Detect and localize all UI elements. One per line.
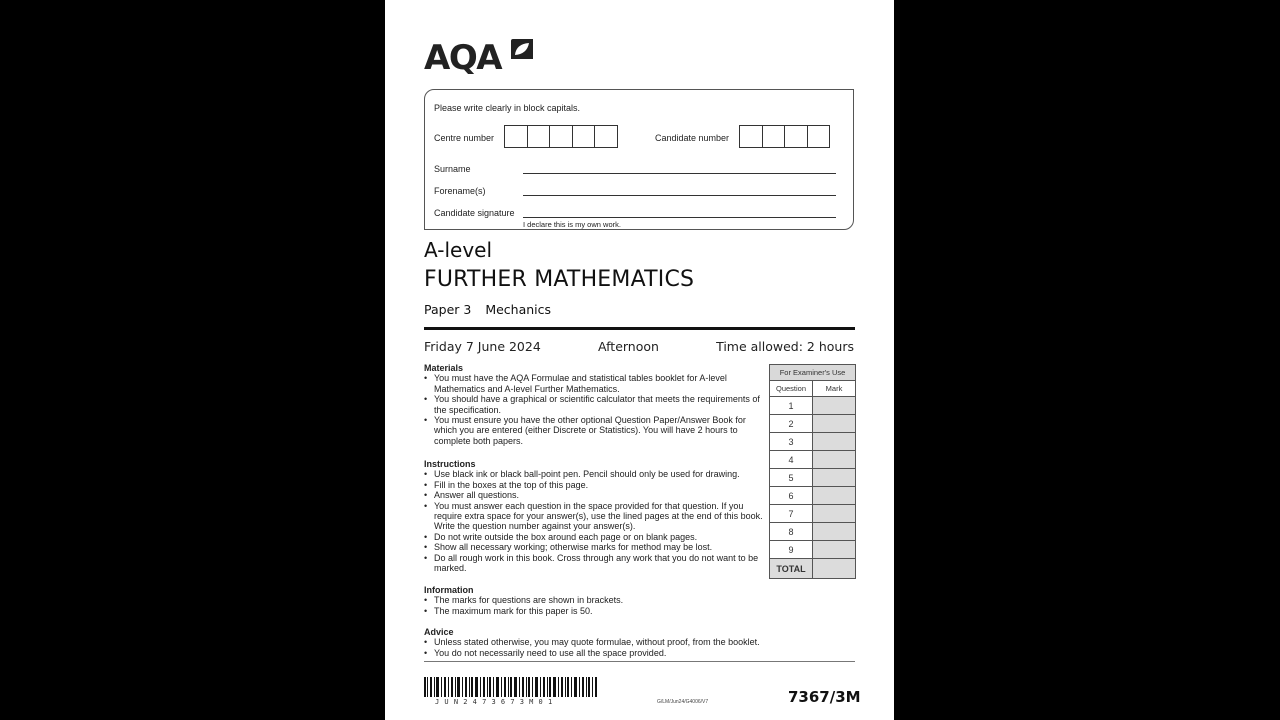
list-item: • Do not write outside the box around each page or on blank pages. bbox=[424, 532, 769, 542]
table-row bbox=[770, 541, 856, 559]
list-item: • Do all rough work in this book. Cross through any work that you do not want to be marked. bbox=[424, 553, 769, 574]
question-number: 4 bbox=[770, 451, 813, 469]
question-number: 8 bbox=[770, 523, 813, 541]
list-item: • You must answer each question in the space provided for that question. If you require extra space for your answer(s), use the lined pages at the end of this book. Write the question number against your answer(s). bbox=[424, 501, 769, 532]
total-row bbox=[770, 559, 856, 579]
section-title: Advice bbox=[424, 627, 454, 637]
mark-cell bbox=[813, 451, 856, 469]
surname-label: Surname bbox=[434, 164, 471, 174]
mark-column-header: Mark bbox=[813, 381, 856, 397]
logo-text: AQA bbox=[424, 38, 502, 78]
question-number: 1 bbox=[770, 397, 813, 415]
centre-number-cell[interactable] bbox=[572, 125, 596, 148]
candidate-number-cell[interactable] bbox=[784, 125, 808, 148]
table-row bbox=[770, 451, 856, 469]
subject-title: FURTHER MATHEMATICS bbox=[424, 267, 695, 292]
candidate-details-box bbox=[424, 89, 854, 230]
list-item: • The maximum mark for this paper is 50. bbox=[424, 606, 844, 616]
paper-info bbox=[424, 302, 565, 317]
list-item: • The marks for questions are shown in brackets. bbox=[424, 595, 844, 605]
centre-number-cell[interactable] bbox=[549, 125, 573, 148]
list-item: • Unless stated otherwise, you may quote formulae, without proof, from the booklet. bbox=[424, 637, 854, 647]
centre-number-label: Centre number bbox=[434, 133, 495, 143]
question-number: 9 bbox=[770, 541, 813, 559]
title-divider bbox=[424, 327, 855, 330]
candidate-number-label: Candidate number bbox=[655, 133, 730, 143]
forenames-field[interactable] bbox=[523, 195, 836, 196]
signature-field[interactable] bbox=[523, 217, 836, 218]
centre-number-field[interactable] bbox=[505, 125, 618, 148]
mark-cell bbox=[813, 397, 856, 415]
list-item: • Show all necessary working; otherwise marks for method may be lost. bbox=[424, 542, 769, 552]
exam-session: Afternoon bbox=[598, 339, 659, 354]
table-row bbox=[770, 523, 856, 541]
list-item: • You must have the AQA Formulae and statistical tables booklet for A-level Mathematics and A-level Further Mathematics. bbox=[424, 373, 769, 394]
footer-divider bbox=[424, 661, 855, 662]
list-item: • You should have a graphical or scientific calculator that meets the requirements of the specification. bbox=[424, 394, 769, 415]
question-number: 5 bbox=[770, 469, 813, 487]
list-item: • Fill in the boxes at the top of this page. bbox=[424, 480, 769, 490]
table-row bbox=[770, 433, 856, 451]
paper-number: Paper 3 bbox=[424, 302, 472, 317]
exam-paper-cover bbox=[385, 0, 894, 720]
forenames-label: Forename(s) bbox=[434, 186, 486, 196]
examiner-use-table bbox=[769, 364, 856, 579]
candidate-number-cell[interactable] bbox=[739, 125, 763, 148]
table-row bbox=[770, 487, 856, 505]
paper-name: Mechanics bbox=[485, 302, 552, 317]
surname-field[interactable] bbox=[523, 173, 836, 174]
candidate-number-cell[interactable] bbox=[762, 125, 786, 148]
materials-section bbox=[424, 363, 769, 446]
mark-cell bbox=[813, 415, 856, 433]
section-title: Information bbox=[424, 585, 474, 595]
question-number: 2 bbox=[770, 415, 813, 433]
total-label: TOTAL bbox=[770, 559, 813, 579]
exam-date: Friday 7 June 2024 bbox=[424, 339, 541, 354]
barcode-text: JUN2473673M01 bbox=[435, 698, 558, 706]
declaration-text: I declare this is my own work. bbox=[523, 220, 621, 229]
total-mark-cell bbox=[813, 559, 856, 579]
information-section bbox=[424, 585, 844, 616]
list-item: • You do not necessarily need to use all the space provided. bbox=[424, 648, 854, 658]
paper-code: 7367/3M bbox=[788, 688, 861, 706]
mark-cell bbox=[813, 541, 856, 559]
list-item: • Answer all questions. bbox=[424, 490, 769, 500]
list-item: • You must ensure you have the other optional Question Paper/Answer Book for which you are entered (either Discrete or Statistics). You will have 2 hours to complete both papers. bbox=[424, 415, 769, 446]
question-number: 7 bbox=[770, 505, 813, 523]
mark-cell bbox=[813, 469, 856, 487]
mark-cell bbox=[813, 433, 856, 451]
candidate-number-cell[interactable] bbox=[807, 125, 831, 148]
section-title: Instructions bbox=[424, 459, 476, 469]
mark-cell bbox=[813, 487, 856, 505]
barcode bbox=[424, 677, 597, 697]
reference-code: G/LM/Jun24/G4006/V7 bbox=[657, 699, 709, 705]
centre-number-cell[interactable] bbox=[527, 125, 551, 148]
candidate-number-field[interactable] bbox=[740, 125, 830, 148]
mark-cell bbox=[813, 505, 856, 523]
table-row bbox=[770, 415, 856, 433]
section-title: Materials bbox=[424, 363, 464, 373]
table-row bbox=[770, 505, 856, 523]
question-column-header: Question bbox=[770, 381, 813, 397]
examiner-table-title: For Examiner's Use bbox=[770, 365, 856, 381]
qualification-level: A-level bbox=[424, 238, 493, 262]
question-number: 3 bbox=[770, 433, 813, 451]
advice-section bbox=[424, 627, 854, 658]
signature-label: Candidate signature bbox=[434, 208, 515, 218]
table-row bbox=[770, 397, 856, 415]
centre-number-cell[interactable] bbox=[504, 125, 528, 148]
mark-cell bbox=[813, 523, 856, 541]
block-capitals-instruction: Please write clearly in block capitals. bbox=[434, 103, 581, 113]
question-number: 6 bbox=[770, 487, 813, 505]
instructions-section bbox=[424, 459, 769, 573]
table-row bbox=[770, 469, 856, 487]
centre-number-cell[interactable] bbox=[594, 125, 618, 148]
aqa-leaf-icon bbox=[510, 38, 534, 60]
time-allowed: Time allowed: 2 hours bbox=[716, 339, 854, 354]
list-item: • Use black ink or black ball-point pen. Pencil should only be used for drawing. bbox=[424, 469, 769, 479]
